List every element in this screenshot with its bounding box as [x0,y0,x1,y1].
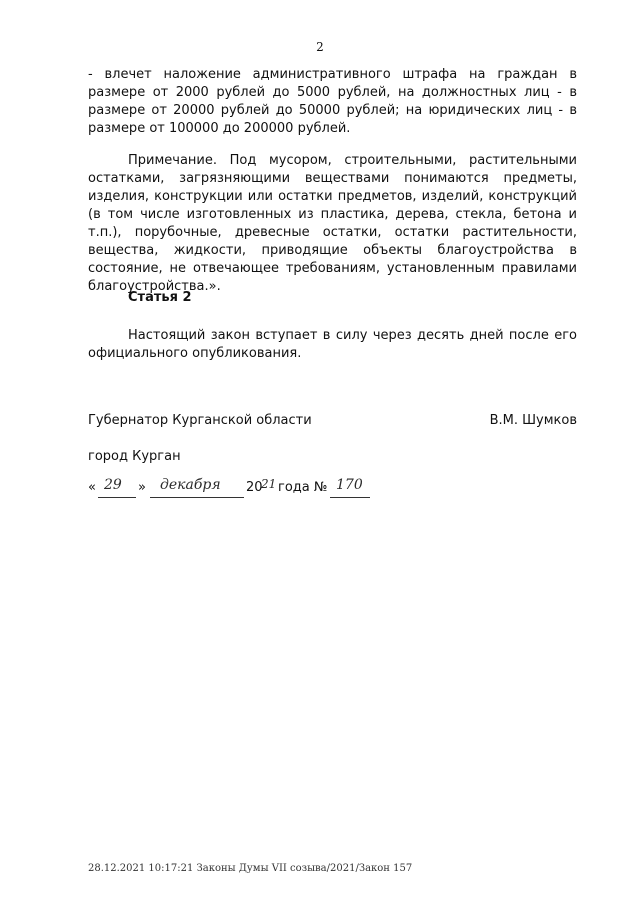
city-line: город Курган [88,449,181,464]
month-underline [150,497,244,498]
number-underline [330,497,370,498]
year-prefix: 20 [246,480,263,495]
year-suffix-handwritten: 21 [261,477,277,491]
signatory-name: В.М. Шумков [489,413,577,428]
day-underline [98,497,136,498]
date-line [88,477,408,504]
page-number: 2 [316,40,324,54]
open-quote: « [88,480,96,495]
fine-paragraph: - влечет наложение административного штрафа на граждан в размере от 2000 рублей до 5000 рублей, на должностных лиц - в размере от 20000 рублей до 50000 рублей; на юридических лиц - в размере от 100000 до 200000 рублей. [88,67,577,136]
signatory-title: Губернатор Курганской области [88,413,312,428]
day-handwritten: 29 [104,477,122,493]
number-handwritten: 170 [336,477,363,493]
year-word: года № [278,480,328,495]
footer-stamp: 28.12.2021 10:17:21 Законы Думы VII созыва/2021/Закон 157 [88,863,413,874]
month-handwritten: декабря [160,477,221,493]
close-quote: » [138,480,146,495]
law-paragraph: Настоящий закон вступает в силу через десять дней после его официального опубликования. [88,328,577,361]
article-heading: Статья 2 [128,290,192,305]
note-paragraph: Примечание. Под мусором, строительными, растительными остатками, загрязняющими веществами понимаются предметы, изделия, конструкции или остатки предметов, изделий, конструкций (в том числе изготовленных из пластика, дерева, стекла, бетона и т.п.), порубочные, древесные остатки, остатки растительности, вещества, жидкости, приводящие объекты благоустройства в состояние, не отвечающее требованиям, установленным правилами благоустройства.». [88,153,577,294]
